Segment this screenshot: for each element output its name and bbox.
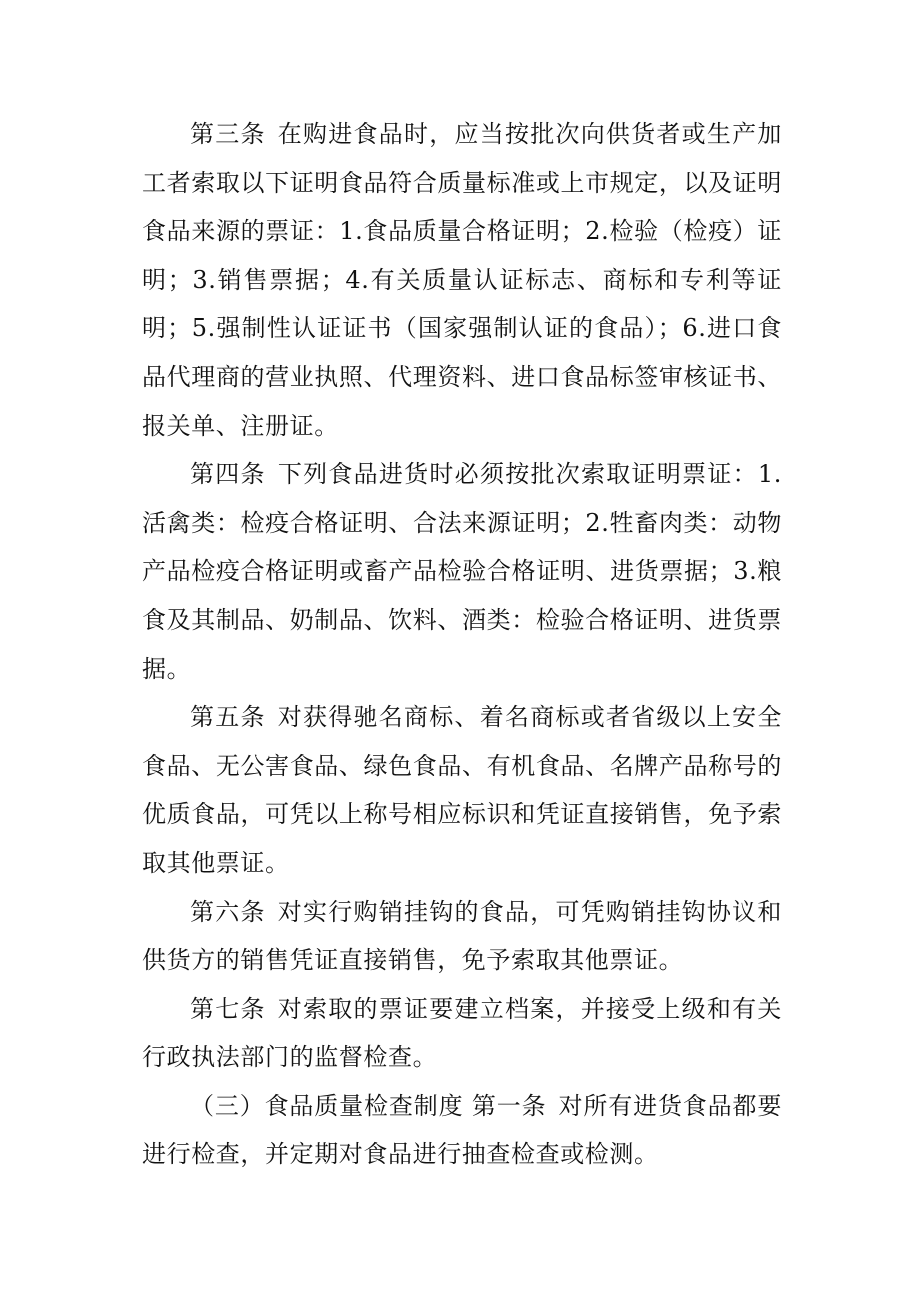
article-text: 对获得驰名商标、着名商标或者省级以上安全食品、无公害食品、绿色食品、有机食品、名牌产品称号的优质食品，可凭以上称号相应标识和凭证直接销售，免予索取其他票证。 bbox=[142, 703, 783, 877]
article-text: 在购进食品时，应当按批次向供货者或生产加工者索取以下证明食品符合质量标准或上市规定，以及证明食品来源的票证：1.食品质量合格证明；2.检验（检疫）证明；3.销售票据；4.有关质量认证标志、商标和专利等证明；5.强制性认证证书（国家强制认证的食品）；6.进口食品代理商的营业执照、代理资料、进口食品标签审核证书、报关单、注册证。 bbox=[142, 120, 783, 440]
article-heading: 第四条 bbox=[190, 460, 266, 489]
article-text: 对所有进货食品都要进行检查，并定期对食品进行抽查检查或检测。 bbox=[142, 1091, 782, 1169]
article-heading: 第七条 bbox=[190, 994, 266, 1023]
document-body bbox=[142, 110, 782, 1179]
paragraph-article-6 bbox=[142, 888, 782, 985]
paragraph-article-5 bbox=[142, 693, 782, 887]
article-heading: 第六条 bbox=[190, 897, 266, 926]
section-heading: （三）食品质量检查制度 第一条 bbox=[190, 1091, 547, 1120]
article-text: 对实行购销挂钩的食品，可凭购销挂钩协议和供货方的销售凭证直接销售，免予索取其他票证。 bbox=[142, 897, 783, 975]
article-text: 对索取的票证要建立档案，并接受上级和有关行政执法部门的监督检查。 bbox=[142, 994, 783, 1072]
article-heading: 第五条 bbox=[190, 703, 266, 732]
paragraph-article-3 bbox=[142, 110, 782, 450]
paragraph-article-7 bbox=[142, 985, 782, 1082]
article-heading: 第三条 bbox=[190, 120, 266, 148]
paragraph-article-4 bbox=[142, 450, 782, 693]
paragraph-section-3-article-1 bbox=[142, 1082, 782, 1179]
article-text: 下列食品进货时必须按批次索取证明票证：1.活禽类：检疫合格证明、合法来源证明；2.牲畜肉类：动物产品检疫合格证明或畜产品检验合格证明、进货票据；3.粮食及其制品、奶制品、饮料、酒类：检验合格证明、进货票据。 bbox=[142, 460, 782, 683]
